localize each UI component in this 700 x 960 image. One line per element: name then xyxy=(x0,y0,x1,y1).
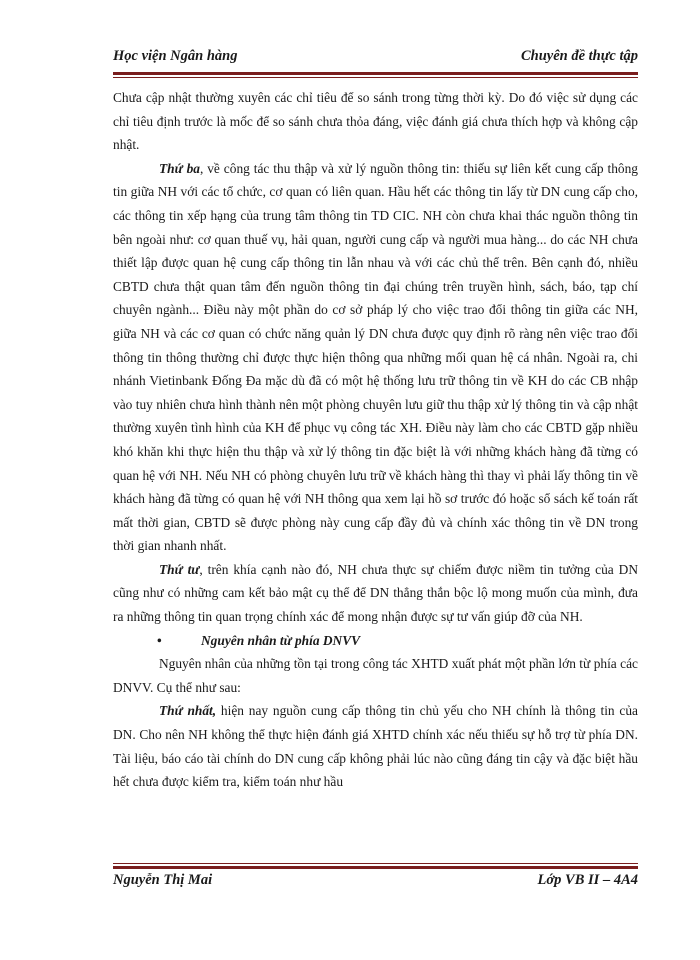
paragraph-1-text: Chưa cập nhật thường xuyên các chỉ tiêu để so sánh trong từng thời kỳ. Do đó việc sử dụng các chỉ tiêu định trước là mốc để so sánh chưa thỏa đáng, việc đánh giá chưa thích hợp và không cập nhật. xyxy=(113,90,638,153)
paragraph-5-text: hiện nay nguồn cung cấp thông tin chủ yếu cho NH chính là thông tin của DN. Cho nên NH không thể thực hiện đánh giá XHTD chính xác nếu thiếu sự hỗ trợ từ phía DN. Tài liệu, báo cáo tài chính do DN cung cấp không phải lúc nào cũng đáng tin cậy và đặc biệt hầu hết chưa được kiểm tra, kiểm toán như hầu xyxy=(113,703,638,790)
page-header xyxy=(113,48,638,65)
paragraph-3 xyxy=(113,558,638,629)
footer-class: Lớp VB II – 4A4 xyxy=(537,872,638,888)
header-institution: Học viện Ngân hàng xyxy=(113,48,238,64)
paragraph-3-text: , trên khía cạnh nào đó, NH chưa thực sự chiếm được niềm tin tưởng của DN cũng như có những cam kết bảo mật cụ thể để DN thẳng thắn bộc lộ mong muốn của mình, đưa ra những thông tin quan trọng chính xác để mong nhận được sự tư vấn giúp đỡ của NH. xyxy=(113,561,638,625)
paragraph-4 xyxy=(113,652,638,699)
paragraph-4-text: Nguyên nhân của những tồn tại trong công tác XHTD xuất phát một phần lớn từ phía các DNVV. Cụ thể như sau: xyxy=(113,656,638,695)
paragraph-2 xyxy=(113,157,638,558)
header-rule xyxy=(113,72,638,78)
paragraph-2-text: , về công tác thu thập và xử lý nguồn thông tin: thiếu sự liên kết cung cấp thông tin giữa NH với các tổ chức, cơ quan có liên quan. Hầu hết các thông tin lấy từ DN cung cấp cho, các thông tin xếp hạng của trung tâm thông tin TD CIC. NH còn chưa khai thác nguồn thông tin bên ngoài như: cơ quan thuế vụ, hải quan, người cung cấp và người mua hàng... do các NH chưa thiết lập được quan hệ cung cấp thông tin lẫn nhau và với các chủ thể trên. Bên cạnh đó, nhiều CBTD chưa thật quan tâm đến nguồn thông tin đại chúng trên truyền hình, sách, báo, tạp chí chuyên ngành... Điều này một phần do cơ sở pháp lý cho việc trao đổi thông tin giữa các NH, giữa NH và các cơ quan có chức năng quản lý DN chưa được quy định rõ ràng nên việc trao đổi thông tin thông thường chỉ được thực hiện thông qua những mối quan hệ cá nhân. Ngoài ra, chi nhánh Vietinbank Đống Đa mặc dù đã có một hệ thống lưu trữ thông tin về KH do các CB nhập vào tuy nhiên chưa hình thành nên một phòng chuyên lưu giữ thu thập xử lý thông tin và cập nhật thường xuyên tình hình của KH để phục vụ công tác XH. Điều này làm cho các CBTD gặp nhiều khó khăn khi thực hiện thu thập và xử lý thông tin đặc biệt là với những khách hàng đã từng có quan hệ với NH. Nếu NH có phòng chuyên lưu trữ về khách hàng thì thay vì phải lấy thông tin về khách hàng đã từng có quan hệ với NH thông qua xem lại hồ sơ trước đó hoặc sổ sách kế toán rất mất thời gian, CBTD sẽ được phòng này cung cấp đầy đủ và chính xác thông tin về DN trong thời gian nhanh nhất. xyxy=(113,160,638,554)
paragraph-2-lead: Thứ ba xyxy=(159,160,200,176)
bullet-heading xyxy=(113,629,638,653)
page-footer xyxy=(113,872,638,889)
header-title: Chuyên đề thực tập xyxy=(520,48,638,64)
footer-author: Nguyễn Thị Mai xyxy=(113,872,213,888)
paragraph-5-lead: Thứ nhất, xyxy=(159,703,217,719)
bullet-heading-text: Nguyên nhân từ phía DNVV xyxy=(201,632,361,648)
bullet-icon: • xyxy=(157,632,162,648)
paragraph-5 xyxy=(113,699,638,793)
paragraph-1 xyxy=(113,86,638,157)
footer-rule xyxy=(113,863,638,869)
document-body xyxy=(113,86,638,794)
paragraph-3-lead: Thứ tư xyxy=(159,561,200,577)
